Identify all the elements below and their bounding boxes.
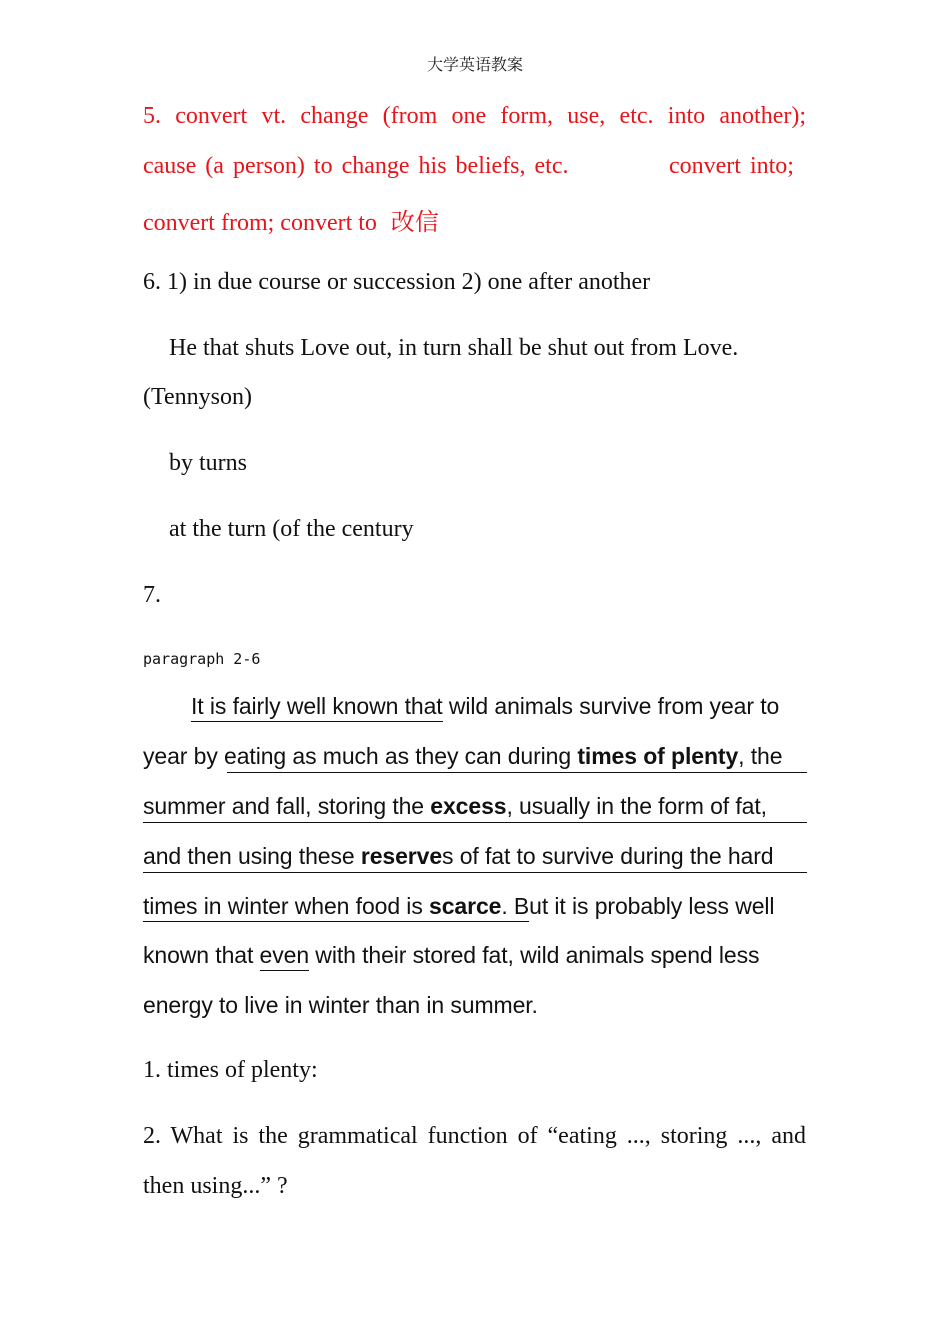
keyword-scarce: scarce: [429, 893, 502, 919]
item5-line3-english: convert from; convert to: [143, 210, 377, 236]
item6-quote: He that shuts Love out, in turn shall be shut out from Love.: [169, 335, 739, 361]
underline-rule: [143, 921, 529, 922]
item5-line2-left: cause (a person) to change his beliefs, etc.: [143, 153, 569, 179]
underline-rule: [143, 872, 807, 873]
passage-line-2: year by eating as much as they can during times of plenty, the: [143, 743, 783, 769]
passage-line-7: energy to live in winter than in summer.: [143, 992, 538, 1018]
question-2-line-2: then using...” ?: [143, 1173, 288, 1199]
item6-phrase-by-turns: by turns: [169, 450, 247, 476]
passage-line-6: known that even with their stored fat, wild animals spend less: [143, 942, 759, 969]
underlined-phrase: It is fairly well known that: [191, 693, 443, 722]
keyword-times-of-plenty: times of plenty: [577, 743, 739, 769]
keyword-excess: excess: [430, 793, 507, 819]
passage-line-3: summer and fall, storing the excess, usually in the form of fat,: [143, 793, 767, 819]
underlined-even: even: [260, 942, 309, 971]
item7-number: 7.: [143, 582, 161, 608]
item6-quote-source: (Tennyson): [143, 384, 252, 410]
item5-line3: [143, 202, 439, 237]
passage-line-4: and then using these reserves of fat to survive during the hard: [143, 843, 774, 869]
passage-line-5: times in winter when food is scarce. But it is probably less well: [143, 893, 775, 919]
underline-rule: [227, 772, 807, 773]
item5-line1: 5. convert vt. change (from one form, use, etc. into another);: [143, 103, 806, 129]
item6-definition: 6. 1) in due course or succession 2) one after another: [143, 269, 651, 295]
question-1: 1. times of plenty:: [143, 1057, 318, 1083]
keyword-reserve: reserve: [360, 843, 443, 869]
passage-line-1: It is fairly well known that wild animals survive from year to: [191, 693, 779, 720]
question-2-line-1: 2. What is the grammatical function of “eating ..., storing ..., and: [143, 1123, 806, 1149]
underline-rule: [143, 822, 807, 823]
item6-phrase-at-the-turn: at the turn (of the century: [169, 516, 414, 542]
item5-line2-right: convert into;: [669, 153, 794, 179]
paragraph-label: paragraph 2-6: [143, 650, 261, 668]
item5-line3-chinese: 改信: [390, 208, 439, 236]
page-header: 大学英语教案: [426, 55, 523, 74]
